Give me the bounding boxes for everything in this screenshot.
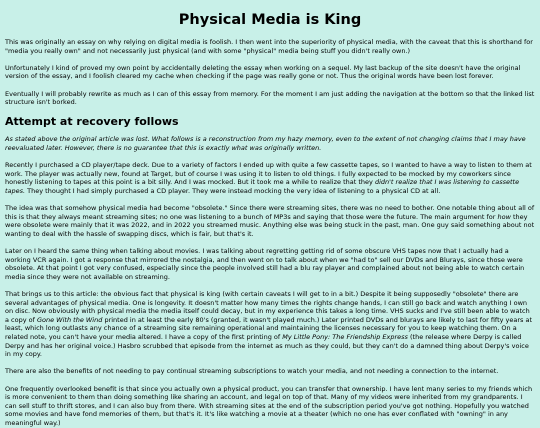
p2-text-a: The idea was that somehow physical media had become "obsolete." Since there were streaming sites, there was no need to bother. One notable thing about all of this is that they always meant streaming sites; no one was listening to a bunch of MP3s and saying that those were the future. The main argument for (5, 204, 535, 221)
page-title: Physical Media is King (178, 12, 362, 28)
intro-paragraph-1: This was originally an essay on why relying on digital media is foolish. I then went into the superiority of physical media, with the caveat that this is shorthand for "media you really own" and not necessarily just physical (and with some "physical" media being stuff you didn't really own.) (5, 38, 533, 55)
p2-emphasis: how (497, 212, 511, 221)
p4-episode-title: My Little Pony: The Friendship Express (282, 333, 408, 341)
p1-text-c: They thought I had simply purchased a CD player. They were instead mocking the very idea of listening to a physical CD at all. (25, 186, 441, 195)
body-paragraph-2 (5, 204, 535, 238)
intro-paragraph-3: Eventually I will probably rewrite as much as I can of this essay from memory. For the moment I am just adding the navigation at the bottom so that the linked list structure isn't borked. (5, 89, 535, 107)
p1-emphasis: didn't realize that I was listening to cassette tapes. (5, 178, 520, 195)
p4-movie-title: Gone With the Wind (36, 315, 103, 324)
disclaimer-text: As stated above the original article was lost. What follows is a reconstruction from my hazy memory, even to the extent of not changing claims that I may have reevaluated later. However, there is no guarantee that this is exactly what was originally written. (5, 135, 526, 152)
body-paragraph-4 (5, 290, 535, 359)
disclaimer-paragraph (5, 135, 535, 152)
body-paragraph-1 (5, 161, 535, 195)
body-paragraph-5: There are also the benefits of not needing to pay continual streaming subscriptions to watch your media, and not needing a connection to the internet. (5, 367, 499, 376)
section-heading: Attempt at recovery follows (5, 115, 179, 129)
intro-paragraph-2: Unfortunately I kind of proved my own point by accidentally deleting the essay when working on a sequel. My last backup of the site doesn't have the original version of the essay, and I foolish cleared my cache when checking if the page was really gone or not. Thus the original words have been lost forever. (5, 63, 521, 81)
p4-text-a: That brings us to this article: the obvious fact that physical is king (with certain caveats I will get to in a bit.) Despite it being supposedly "obsolete" there are several advantages of physical media. One is longevity. It doesn't matter how many times the rights change hands, I can still go back and watch anything I own on disc. Now obviously with physical media the media itself could decay, but in my experience this takes a long time. VHS sucks and I've still been able to watch a copy of (5, 290, 530, 324)
body-paragraph-6: One frequently overlooked benefit is that since you actually own a physical product, you can transfer that ownership. I have lent many series to my friends which is more convenient to them than doing something like sharing an account, and legal on top of that. Many of my videos were inherited from my grandparents. I can sell stuff to thrift stores, and I can also buy from there. With streaming sites at the end of the subscription period you've got nothing. Hopefully you watched some movies and have fond memories of them, but that's it. It's like watching a movie at a theater (which no one has ever conflated with "owning" in any meaningful way.) (5, 384, 533, 427)
p4-text-c: printed in at least the early 80's (granted, it wasn't played much.) Later printed DVDs and blurays are likely to last for fifty years at least, which long outlasts any chance of a streaming site remaining operational and maintaining the licenses necessary for you to keep watching them. On a related note, you can't have your media altered. I have a copy of the first printing of (5, 315, 533, 341)
p1-text-a: Recently I purchased a CD player/tape deck. Due to a variety of factors I ended up with quite a few cassette tapes, so I wanted to have a way to listen to them at work. The player was actually new, found at Target, but of course I was using it to listen to old things. I fully expected to be mocked by my coworkers since honestly listening to tapes at this point is a bit silly. And I was mocked. But it took me a while to realize that they (5, 161, 532, 187)
p4-text-e: (the release where Derpy is called Derpy and has her original voice.) Hasbro scrubbed that episode from the internet as much as they could, but they can't do a damned thing about Derpy's voice in my copy. (5, 333, 529, 359)
body-paragraph-3: Later on I heard the same thing when talking about movies. I was talking about regretting getting rid of some obscure VHS tapes now that I actually had a working VCR again. I got a response that mirrored the nostalgia, and then went on to talk about when we "had to" sell our DVDs and Blurays, since those were obsolete. At that point I got very confused, especially since the people involved still had a blu ray player and complained about not being able to watch certain media since they were not available on streaming. (5, 247, 525, 281)
p2-text-c: they were obsolete were mainly that it was 2022, and in 2022 you streamed music. Anything else was being stuck in the past, man. One guy said something about not wanting to deal with the hassle of swapping discs, which is fair, but that's it. (5, 212, 535, 238)
